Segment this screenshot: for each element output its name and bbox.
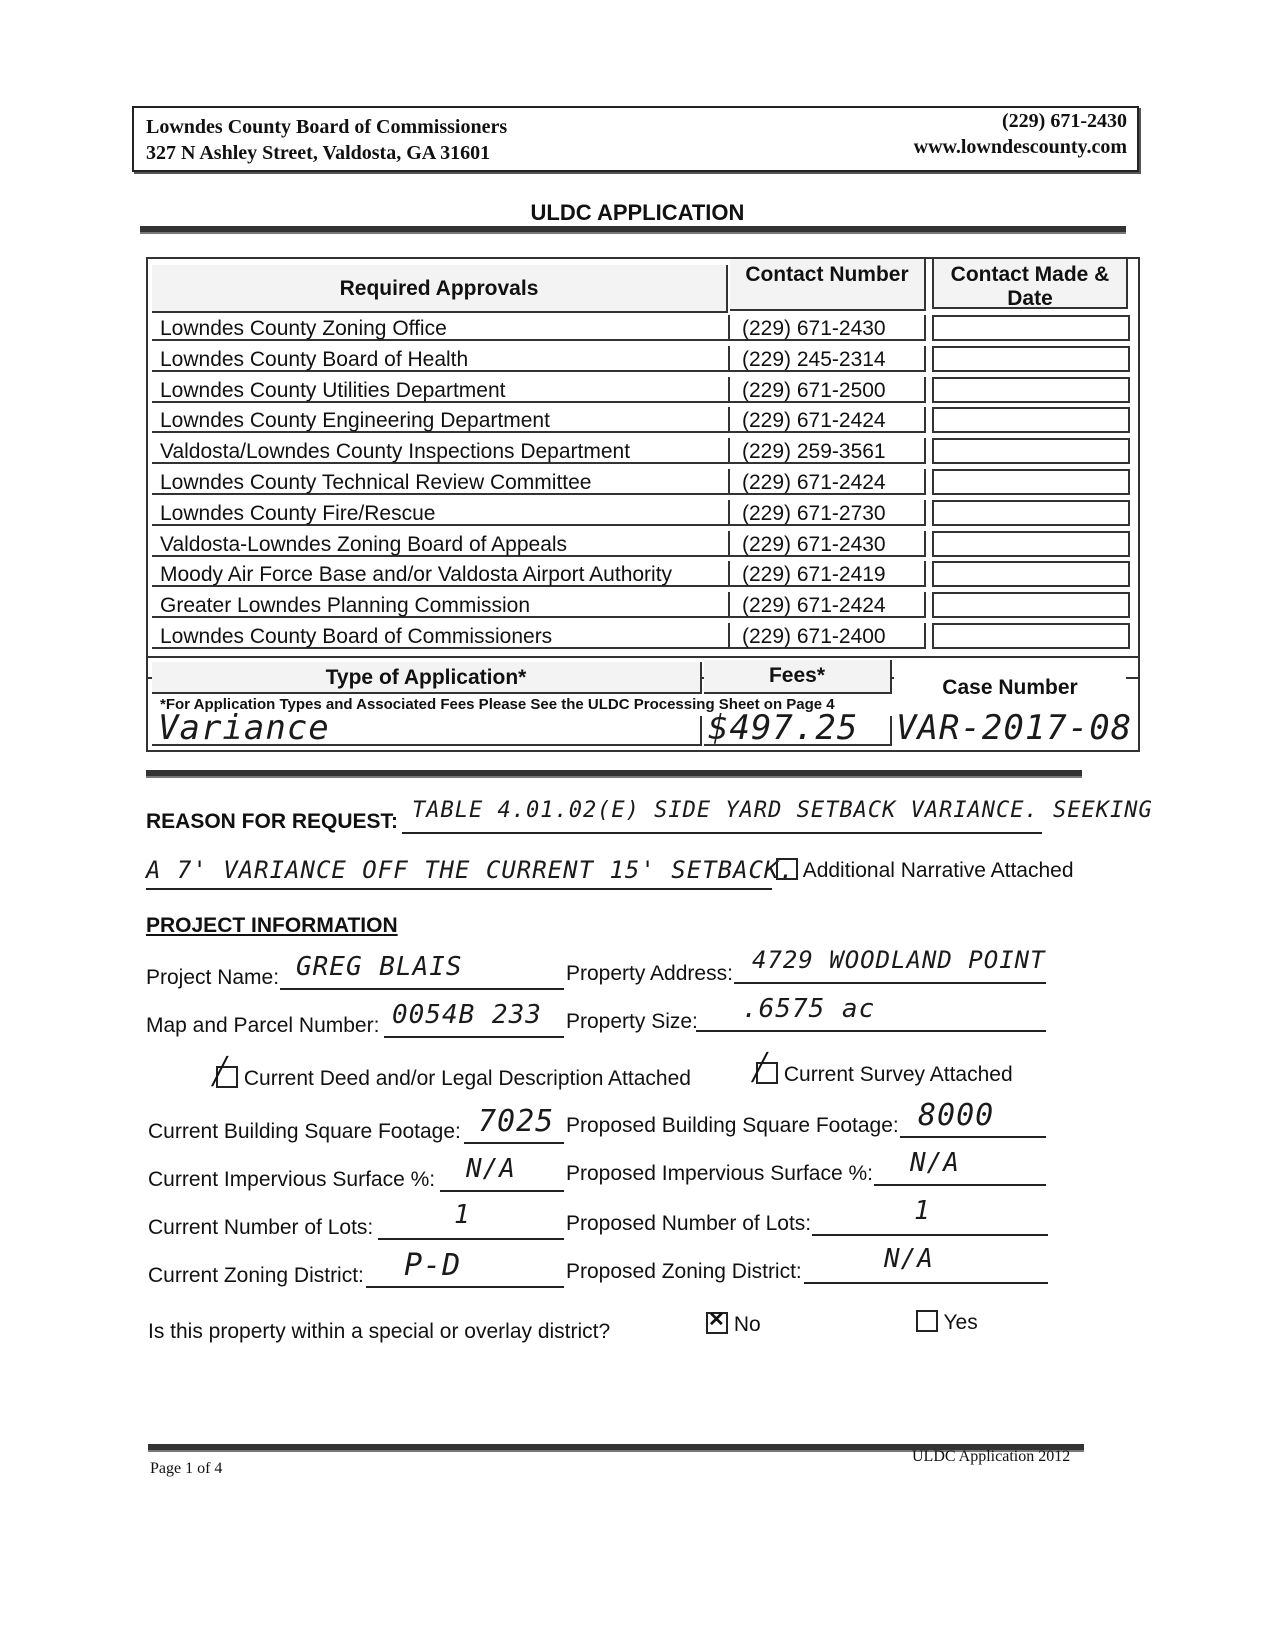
overlay-yes-label: Yes [943, 1311, 978, 1334]
current-impervious-label: Current Impervious Surface %: [148, 1168, 436, 1191]
org-name: Lowndes County Board of Commissioners [146, 116, 508, 138]
project-name-label: Project Name: [146, 966, 280, 989]
proposed-impervious-label: Proposed Impervious Surface %: [566, 1162, 873, 1185]
approval-agency: Lowndes County Zoning Office [152, 315, 730, 341]
survey-check-mark: ╱ [752, 1052, 768, 1082]
approval-row [146, 561, 1136, 591]
project-name-value: GREG BLAIS [296, 952, 463, 982]
approval-phone: (229) 259-3561 [730, 438, 926, 464]
narrative-option[interactable] [776, 858, 1074, 883]
header-fees: Fees* [704, 660, 892, 694]
fees-value: $497.25 [708, 708, 859, 748]
section-rule-1 [146, 770, 1082, 778]
proposed-sqft-label: Proposed Building Square Footage: [566, 1114, 899, 1137]
header-required-approvals: Required Approvals [152, 265, 728, 313]
org-website: www.lowndescounty.com [913, 136, 1127, 158]
approval-contact-made-field[interactable] [932, 561, 1130, 587]
overlay-no-option[interactable] [706, 1309, 761, 1337]
current-lots-value: 1 [454, 1200, 471, 1230]
current-sqft-label: Current Building Square Footage: [148, 1120, 461, 1143]
application-footnote: *For Application Types and Associated Fees Please See the ULDC Processing Sheet on Page 4 [160, 696, 835, 713]
survey-option[interactable] [752, 1052, 1013, 1087]
approval-row [146, 592, 1136, 622]
current-lots-label: Current Number of Lots: [148, 1216, 374, 1239]
form-title: ULDC APPLICATION [530, 200, 745, 225]
parcel-label: Map and Parcel Number: [146, 1014, 380, 1037]
property-address-value: 4729 WOODLAND POINT [752, 946, 1046, 974]
approval-contact-made-field[interactable] [932, 623, 1130, 649]
approval-phone: (229) 671-2424 [730, 469, 926, 495]
approval-phone: (229) 671-2500 [730, 377, 926, 403]
reason-text-2: A 7' VARIANCE OFF THE CURRENT 15' SETBACK. [146, 856, 795, 884]
overlay-no-checkbox[interactable] [706, 1309, 728, 1334]
org-phone: (229) 671-2430 [1002, 110, 1127, 132]
case-number-value: VAR-2017-08 [896, 708, 1133, 748]
approval-row [146, 469, 1136, 499]
overlay-yes-option[interactable] [916, 1310, 978, 1335]
approval-agency: Valdosta-Lowndes Zoning Board of Appeals [152, 531, 730, 557]
proposed-impervious-value: N/A [910, 1148, 960, 1178]
approval-phone: (229) 671-2430 [730, 315, 926, 341]
project-info-heading: PROJECT INFORMATION [146, 914, 398, 937]
approval-contact-made-field[interactable] [932, 315, 1130, 341]
approval-phone: (229) 671-2730 [730, 500, 926, 526]
overlay-no-check-mark: ✕ [708, 1309, 725, 1331]
page-number: Page 1 of 4 [150, 1460, 223, 1477]
proposed-lots-value: 1 [914, 1196, 931, 1226]
property-size-value: .6575 ac [742, 994, 876, 1024]
approval-agency: Lowndes County Board of Health [152, 346, 730, 372]
approval-phone: (229) 245-2314 [730, 346, 926, 372]
approval-contact-made-field[interactable] [932, 377, 1130, 403]
approval-phone: (229) 671-2424 [730, 592, 926, 618]
overlay-no-label: No [733, 1313, 761, 1336]
approval-agency: Lowndes County Board of Commissioners [152, 623, 730, 649]
narrative-checkbox[interactable] [776, 858, 798, 880]
approval-phone: (229) 671-2424 [730, 407, 926, 433]
current-lots-field[interactable] [378, 1210, 564, 1240]
proposed-lots-label: Proposed Number of Lots: [566, 1212, 812, 1235]
deed-label: Current Deed and/or Legal Description Attached [243, 1067, 691, 1090]
form-id: ULDC Application 2012 [912, 1448, 1071, 1465]
deed-option[interactable] [212, 1056, 691, 1091]
approval-row [146, 438, 1136, 468]
approval-row [146, 531, 1136, 561]
overlay-question: Is this property within a special or overlay district? [148, 1320, 611, 1343]
approval-contact-made-field[interactable] [932, 592, 1130, 618]
org-address: 327 N Ashley Street, Valdosta, GA 31601 [146, 142, 491, 164]
survey-label: Current Survey Attached [783, 1063, 1013, 1086]
approval-agency: Moody Air Force Base and/or Valdosta Airport Authority [152, 561, 730, 587]
deed-check-mark: ╱ [212, 1056, 228, 1086]
header-contact-made: Contact Made & Date [932, 257, 1128, 309]
proposed-sqft-value: 8000 [918, 1098, 995, 1133]
approval-phone: (229) 671-2419 [730, 561, 926, 587]
approval-agency: Lowndes County Utilities Department [152, 377, 730, 403]
deed-checkbox[interactable] [212, 1056, 238, 1088]
approval-row [146, 346, 1136, 376]
property-size-label: Property Size: [566, 1010, 698, 1033]
approval-row [146, 377, 1136, 407]
approval-agency: Lowndes County Technical Review Committee [152, 469, 730, 495]
current-sqft-value: 7025 [478, 1104, 555, 1139]
approval-contact-made-field[interactable] [932, 346, 1130, 372]
current-zoning-value: P-D [404, 1248, 462, 1283]
header-case-number: Case Number [894, 660, 1126, 716]
survey-checkbox[interactable] [752, 1052, 778, 1084]
approval-agency: Lowndes County Engineering Department [152, 407, 730, 433]
approval-contact-made-field[interactable] [932, 469, 1130, 495]
approval-agency: Greater Lowndes Planning Commission [152, 592, 730, 618]
current-zoning-field[interactable] [366, 1258, 564, 1288]
approval-row [146, 500, 1136, 530]
application-type-value: Variance [158, 708, 330, 748]
overlay-yes-checkbox[interactable] [916, 1310, 938, 1332]
reason-label: REASON FOR REQUEST: [146, 810, 399, 833]
approval-contact-made-field[interactable] [932, 531, 1130, 557]
approval-agency: Lowndes County Fire/Rescue [152, 500, 730, 526]
approval-phone: (229) 671-2430 [730, 531, 926, 557]
property-address-label: Property Address: [566, 962, 733, 985]
approval-contact-made-field[interactable] [932, 438, 1130, 464]
title-rule [140, 226, 1126, 234]
header-type-of-application: Type of Application* [152, 662, 702, 694]
reason-text-1: TABLE 4.01.02(E) SIDE YARD SETBACK VARIANCE. SEEKING [412, 798, 1153, 823]
proposed-impervious-field[interactable] [874, 1156, 1046, 1186]
letterhead-box [132, 106, 1139, 172]
approval-contact-made-field[interactable] [932, 500, 1130, 526]
parcel-value: 0054B 233 [392, 1000, 542, 1030]
proposed-zoning-value: N/A [884, 1244, 934, 1274]
approval-phone: (229) 671-2400 [730, 623, 926, 649]
approval-agency: Valdosta/Lowndes County Inspections Department [152, 438, 730, 464]
approval-row [146, 315, 1136, 345]
application-type-box [146, 656, 1140, 752]
header-contact-number: Contact Number [730, 259, 926, 311]
current-zoning-label: Current Zoning District: [148, 1264, 364, 1287]
proposed-zoning-label: Proposed Zoning District: [566, 1260, 802, 1283]
approval-contact-made-field[interactable] [932, 407, 1130, 433]
approval-row [146, 623, 1136, 653]
current-impervious-value: N/A [466, 1154, 516, 1184]
narrative-label: Additional Narrative Attached [802, 859, 1074, 882]
approval-row [146, 407, 1136, 437]
